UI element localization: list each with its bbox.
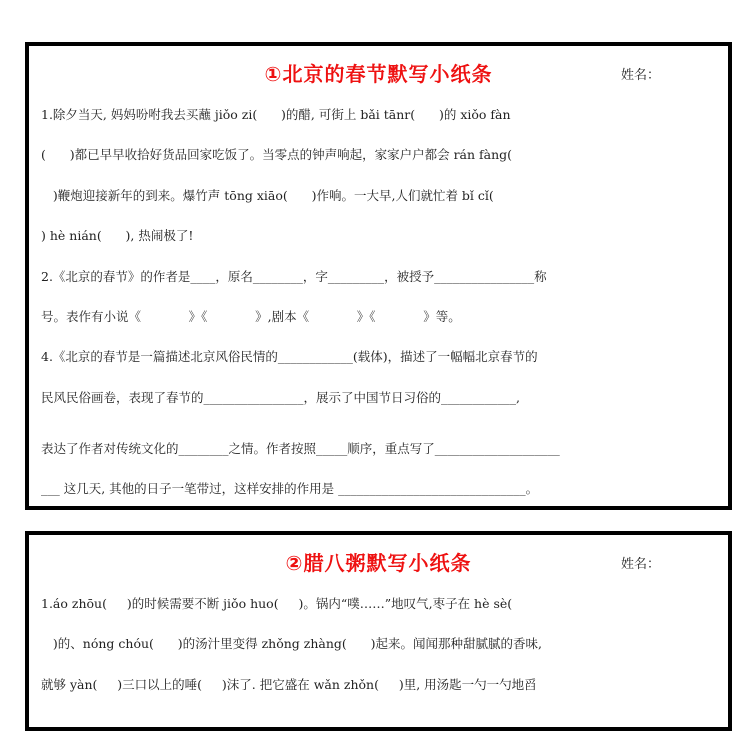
question-line: 4.《北京的春节是一篇描述北京风俗民情的____________(载体)，描述了一幅幅北京春节的 (41, 349, 538, 364)
question-line: 就够 yàn( )三口以上的唾( )沫了. 把它盛在 wǎn zhǒn( )里, 用汤匙一勺一勺地舀 (41, 677, 537, 692)
question-line: 2.《北京的春节》的作者是____，原名________，字_________，被授予________________称 (41, 269, 547, 284)
sheet-title: ②腊八粥默写小纸条 (285, 551, 472, 575)
question-line: 1.áo zhōu( )的时候需要不断 jiǒo huo( )。锅内“噗……”地叹气,枣子在 hè sè( (41, 596, 513, 611)
dictation-sheet-laba-congee (25, 531, 732, 731)
question-line: )鞭炮迎接新年的到来。爆竹声 tōng xiāo( )作响。一大早,人们就忙着 bǐ cǐ( (41, 188, 494, 203)
question-line: 1.除夕当天, 妈妈吩咐我去买蘸 jiǒo zi( )的醋, 可街上 bǎi tānr( )的 xiǒo fàn (41, 107, 511, 122)
sheet-header (29, 535, 728, 575)
dictation-sheet-beijing-spring-festival (25, 42, 732, 510)
sheet-title: ①北京的春节默写小纸条 (264, 62, 493, 86)
question-line: ( )都已早早收拾好货品回家吃饭了。当零点的钟声响起，家家户户都会 rán fàng( (41, 147, 513, 162)
name-field-label: 姓名： (620, 68, 660, 83)
sheet-header (29, 46, 728, 86)
question-line: ___ 这几天, 其他的日子一笔带过，这样安排的作用是 ______________________________。 (41, 481, 539, 496)
question-line: 表达了作者对传统文化的________之情。作者按照_____顺序，重点写了____________________ (41, 441, 560, 456)
name-field-label: 姓名： (620, 557, 660, 572)
question-line: )的、nóng chóu( )的汤汁里变得 zhǒng zhàng( )起来。闻闻那种甜腻腻的香味, (41, 636, 542, 651)
question-line: ) hè nián( ), 热闹极了! (41, 228, 194, 243)
question-line: 民风民俗画卷，表现了春节的________________，展示了中国节日习俗的____________, (41, 390, 520, 405)
question-line: 号。表作有小说《 》《 》,剧本《 》《 》等。 (41, 309, 461, 324)
